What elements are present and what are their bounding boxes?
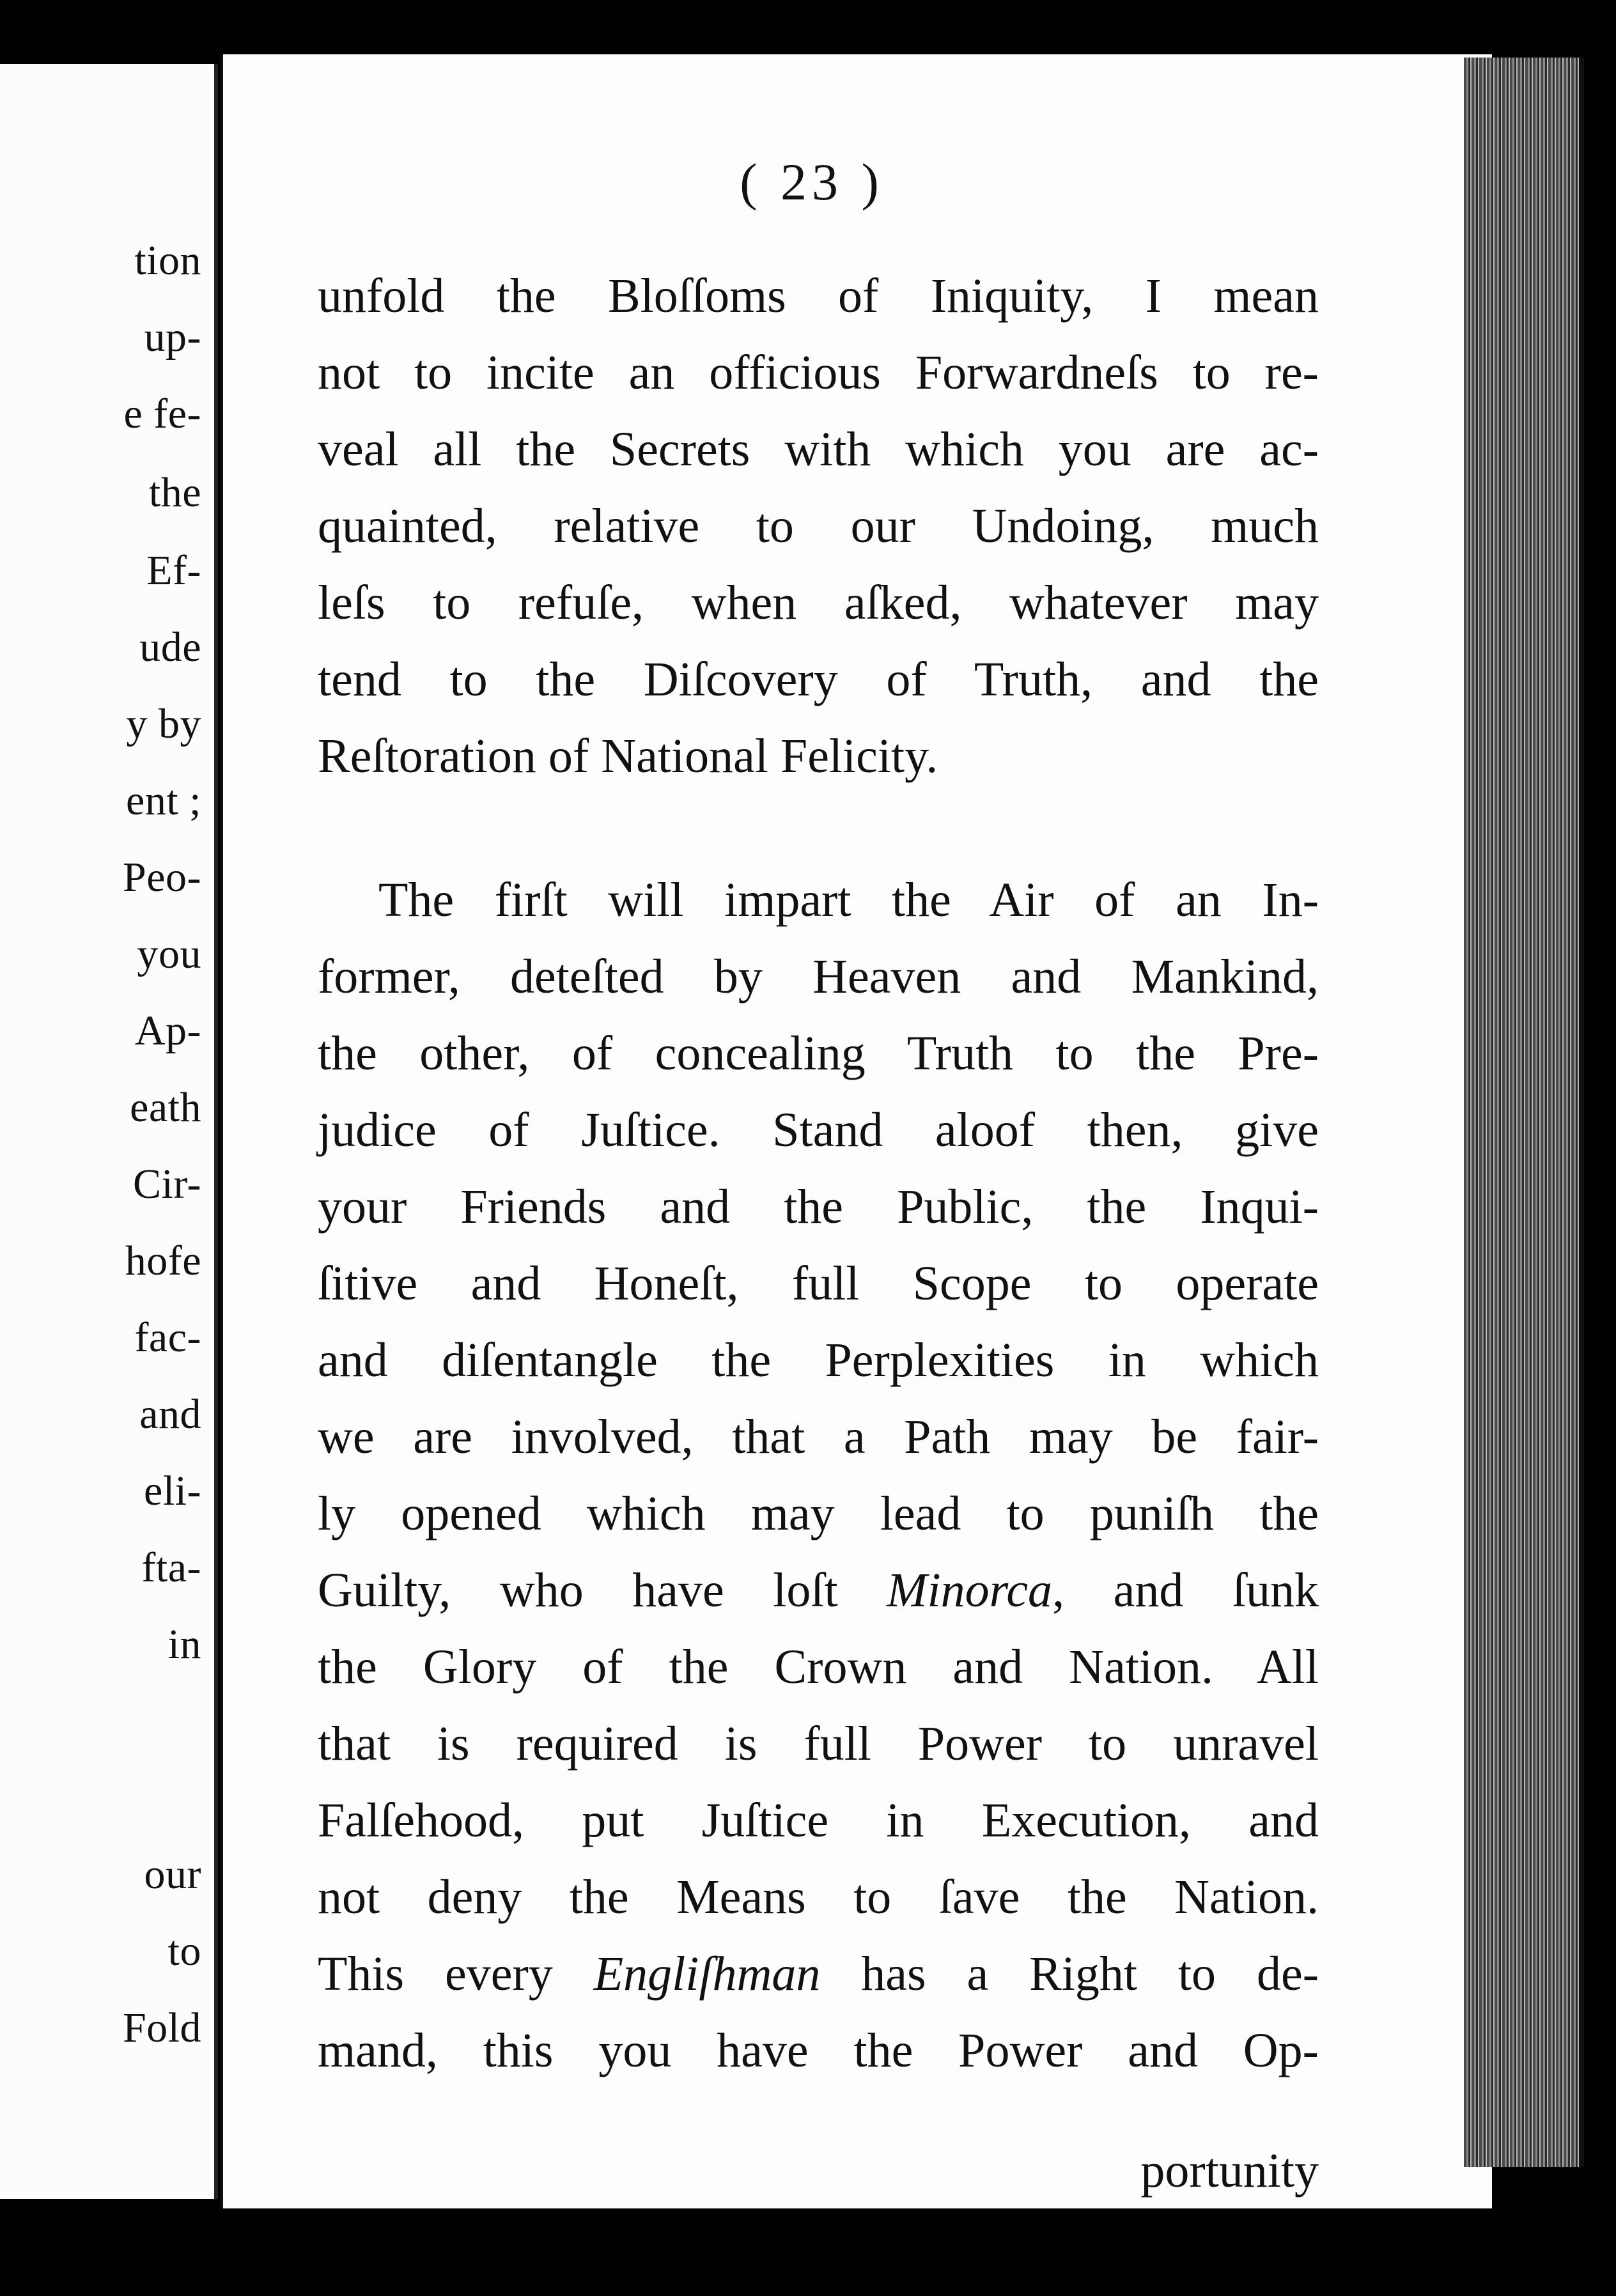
text-line: we are involved, that a Path may be fair- [318,1410,1319,1464]
facing-page-line: Fold [122,2005,201,2051]
facing-page [0,64,218,2199]
text-line: Guilty, who have loſt Minorca, and ſunk [318,1563,1319,1617]
text-line: that is required is full Power to unravel [318,1717,1319,1771]
facing-page-line: and [139,1391,201,1438]
facing-page-line: ude [139,624,201,671]
text-line: the other, of concealing Truth to the Pre- [318,1027,1319,1080]
text-line: Reſtoration of National Felicity. [318,729,938,783]
text-line: not deny the Means to ſave the Nation. [318,1870,1319,1924]
facing-page-line: eli- [144,1468,201,1514]
text-line: Falſehood, put Juſtice in Execution, and [318,1794,1319,1847]
text-line: and diſentangle the Perplexities in which [318,1333,1319,1387]
facing-page-line: fac- [134,1314,201,1361]
text-line: leſs to refuſe, when aſked, whatever may [318,576,1319,630]
text-line: This every Engliſhman has a Right to de- [318,1947,1319,2001]
facing-page-line: y by [126,701,201,747]
text-line: former, deteſted by Heaven and Mankind, [318,950,1319,1004]
facing-page-line: you [137,931,201,977]
facing-page-line: to [167,1928,201,1974]
facing-page-line: ent ; [126,777,201,824]
facing-page-line: the [148,469,201,516]
facing-page-line: Ap- [134,1007,201,1054]
facing-page-line: our [144,1851,201,1898]
facing-page-line: hofe [125,1237,201,1284]
text-line: quainted, relative to our Undoing, much [318,499,1319,553]
facing-page-line: eath [130,1084,201,1131]
text-line: your Friends and the Public, the Inqui- [318,1180,1319,1234]
text-line: ly opened which may lead to puniſh the [318,1487,1319,1540]
facing-page-line: in [167,1621,201,1668]
facing-page-line: Cir- [133,1161,201,1207]
catchword: portunity [1140,2144,1319,2198]
text-line: mand, this you have the Power and Op- [318,2024,1319,2077]
facing-page-line: fta- [141,1544,201,1591]
text-line: judice of Juſtice. Stand aloof then, give [318,1103,1319,1157]
facing-page-line: e fe- [123,391,201,437]
text-line: tend to the Diſcovery of Truth, and the [318,653,1319,706]
text-line: the Glory of the Crown and Nation. All [318,1640,1319,1694]
facing-page-line: Peo- [123,854,201,901]
facing-page-line: Ef- [146,547,201,594]
text-line: ſitive and Honeſt, full Scope to operate [318,1257,1319,1310]
facing-page-line: tion [134,237,201,284]
text-line: not to incite an officious Forwardneſs to re- [318,346,1319,399]
page-edges [1464,58,1584,2167]
text-line: veal all the Secrets with which you are ac- [318,423,1319,476]
text-line: unfold the Bloſſoms of Iniquity, I mean [318,269,1319,323]
facing-page-line: up- [144,314,201,361]
page-number: ( 23 ) [740,153,884,211]
text-line: The firſt will impart the Air of an In- [378,873,1319,927]
